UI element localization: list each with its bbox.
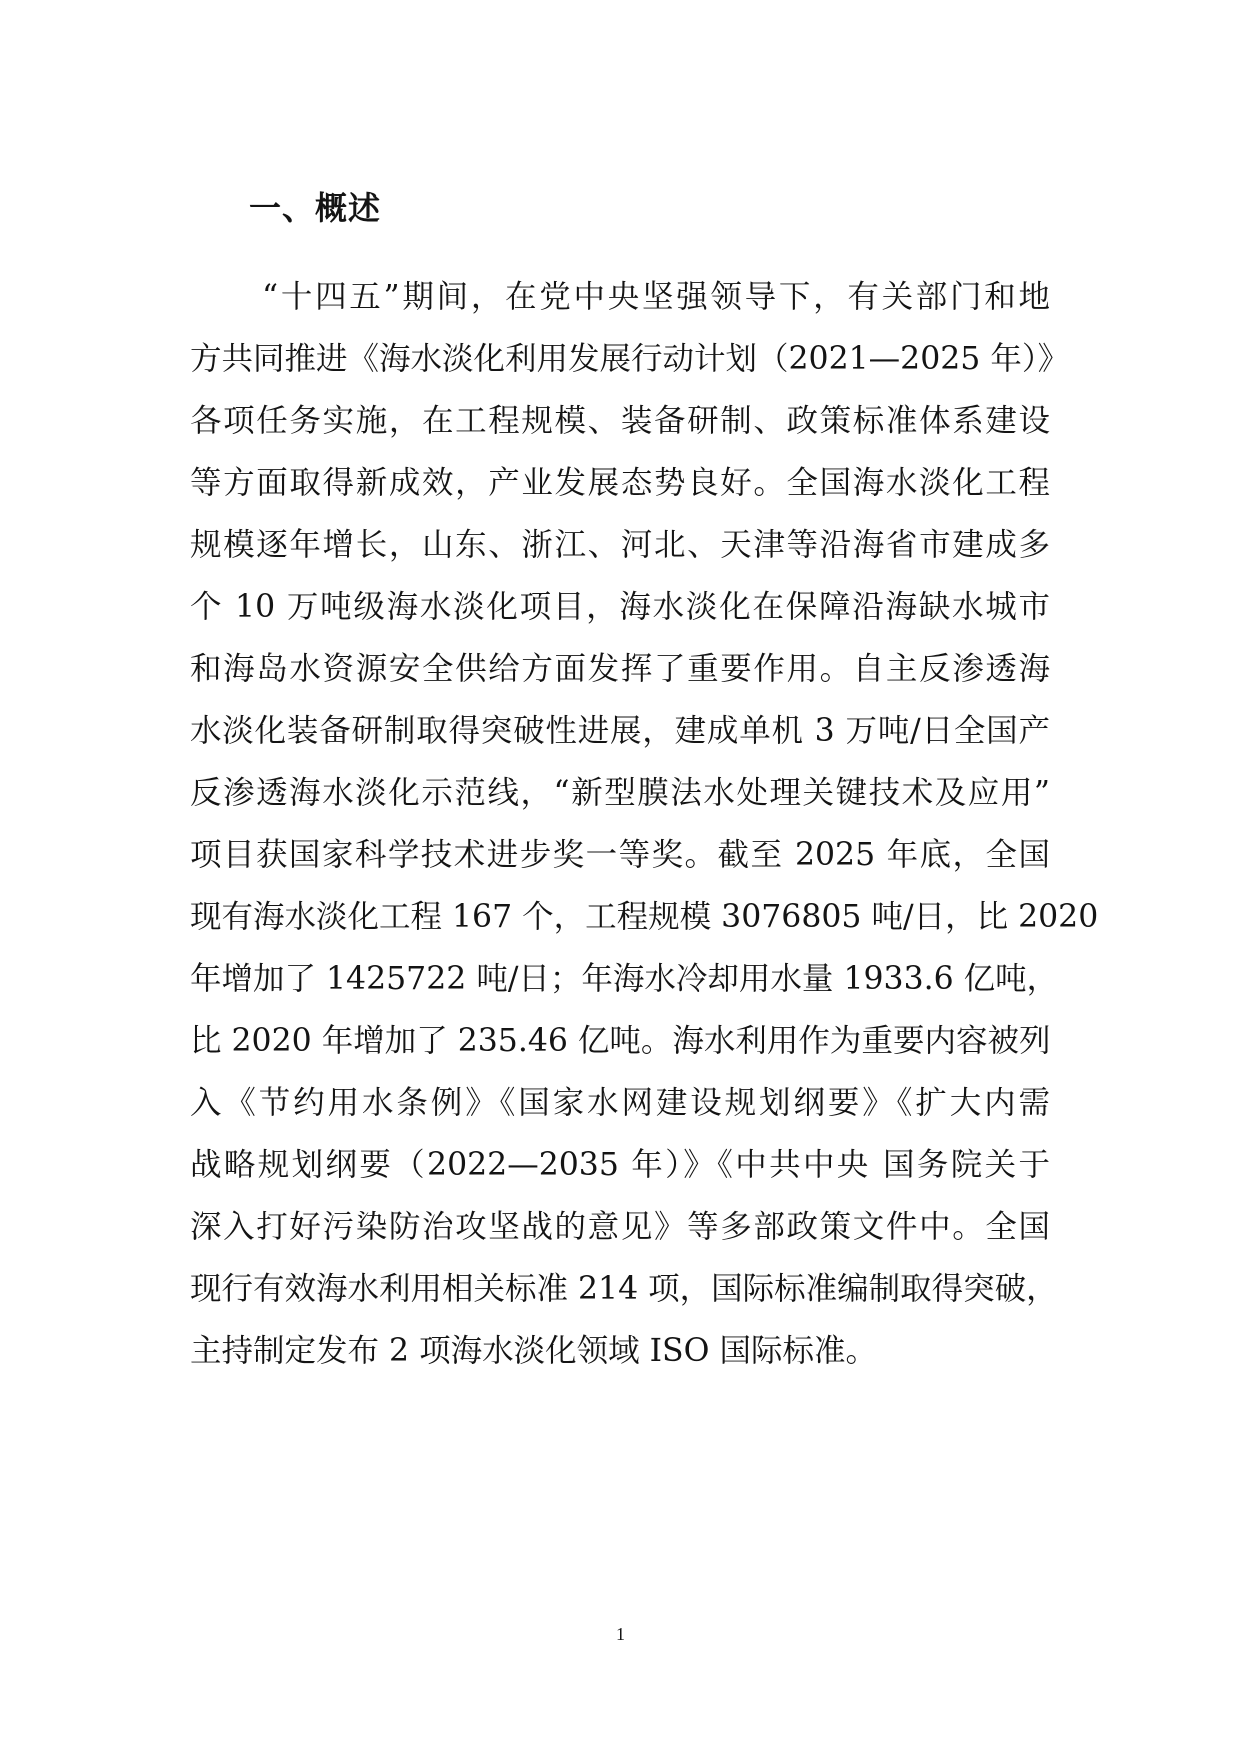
paragraph-line: 主持制定发布 2 项海水淡化领域 ISO 国际标准。 [190,1333,877,1369]
paragraph-line: 方共同推进《海水淡化利用发展行动计划（2021—2025 年）》 [190,341,1070,377]
paragraph-line: 水淡化装备研制取得突破性进展，建成单机 3 万吨/日全国产 [190,713,1050,749]
paragraph-line: 现有海水淡化工程 167 个，工程规模 3076805 吨/日，比 2020 [190,899,1099,935]
paragraph-line: 和海岛水资源安全供给方面发挥了重要作用。自主反渗透海 [190,651,1050,687]
paragraph-line: “十四五”期间，在党中央坚强领导下，有关部门和地 [262,279,1050,315]
paragraph-line: 个 10 万吨级海水淡化项目，海水淡化在保障沿海缺水城市 [190,589,1050,625]
paragraph-line: 入《节约用水条例》《国家水网建设规划纲要》《扩大内需 [190,1085,1050,1121]
paragraph-line: 反渗透海水淡化示范线，“新型膜法水处理关键技术及应用” [190,775,1050,811]
paragraph-line: 各项任务实施，在工程规模、装备研制、政策标准体系建设 [190,403,1050,439]
paragraph-line: 深入打好污染防治攻坚战的意见》等多部政策文件中。全国 [190,1209,1050,1245]
paragraph-line: 规模逐年增长，山东、浙江、河北、天津等沿海省市建成多 [190,527,1050,563]
page-number: 1 [616,1624,625,1644]
paragraph-line: 年增加了 1425722 吨/日；年海水冷却用水量 1933.6 亿吨， [190,961,1059,997]
paragraph-line: 等方面取得新成效，产业发展态势良好。全国海水淡化工程 [190,465,1050,501]
paragraph-line: 项目获国家科学技术进步奖一等奖。截至 2025 年底，全国 [190,837,1050,873]
section-heading: 一、概述 [249,189,382,227]
paragraph-line: 战略规划纲要（2022—2035 年）》《中共中央 国务院关于 [190,1147,1050,1183]
body-paragraph [190,266,1099,1382]
paragraph-line: 比 2020 年增加了 235.46 亿吨。海水利用作为重要内容被列 [190,1023,1051,1059]
paragraph-line: 现行有效海水利用相关标准 214 项，国际标准编制取得突破， [190,1271,1058,1307]
